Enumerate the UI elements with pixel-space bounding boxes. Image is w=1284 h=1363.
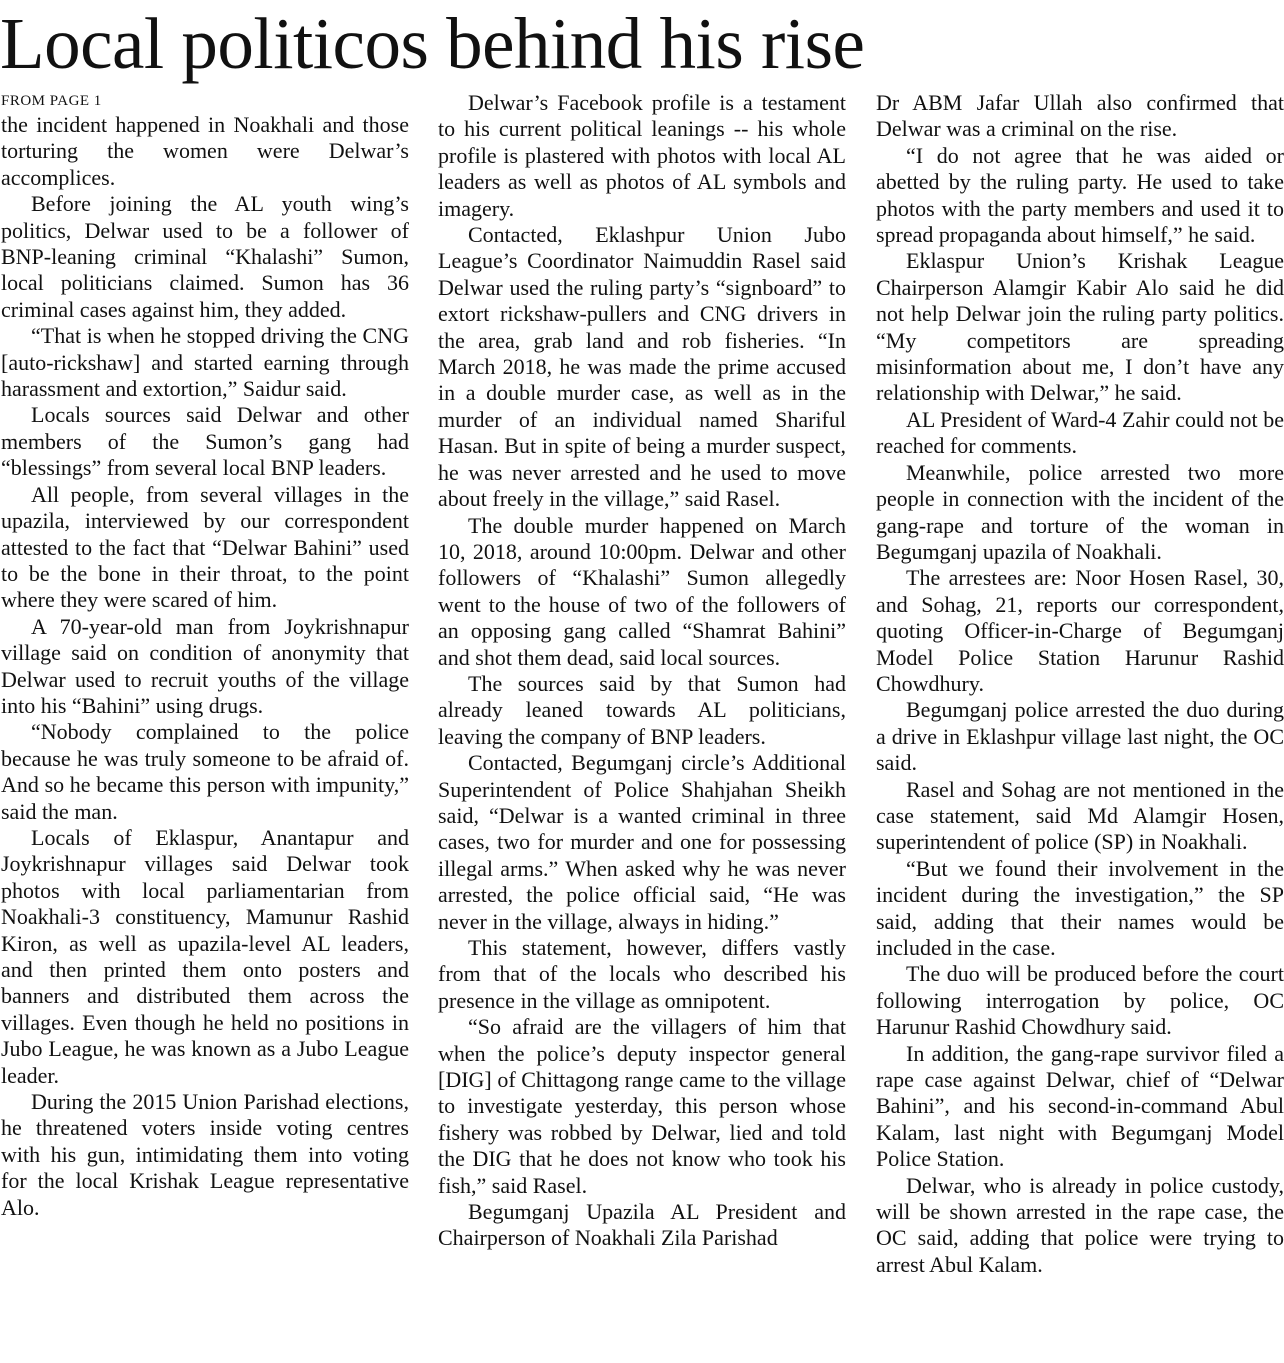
paragraph: In addition, the gang-rape survivor filed a rape case against Delwar, chief of “Delwar Bahini”, and his second-in-command Abul Kalam, last night with Begumganj Model Police Station. xyxy=(876,1040,1284,1172)
column-1 xyxy=(1,90,409,1221)
paragraph: AL President of Ward-4 Zahir could not be reached for comments. xyxy=(876,406,1284,459)
paragraph: Meanwhile, police arrested two more people in connection with the incident of the gang-rape and torture of the woman in Begumganj upazila of Noakhali. xyxy=(876,459,1284,564)
paragraph: Begumganj police arrested the duo during a drive in Eklashpur village last night, the OC said. xyxy=(876,697,1284,776)
paragraph: Rasel and Sohag are not mentioned in the case statement, said Md Alamgir Hosen, superintendent of police (SP) in Noakhali. xyxy=(876,776,1284,855)
paragraph: Contacted, Begumganj circle’s Additional Superintendent of Police Shahjahan Sheikh said, “Delwar is a wanted criminal in three cases, two for murder and one for possessing illegal arms.” When asked why he was never arrested, the police official said, “He was never in the village, always in hiding.” xyxy=(438,750,846,934)
paragraph: During the 2015 Union Parishad elections, he threatened voters inside voting centres with his gun, intimidating them into voting for the local Krishak League representative Alo. xyxy=(1,1089,409,1220)
paragraph: “But we found their involvement in the incident during the investigation,” the SP said, adding that their names would be included in the case. xyxy=(876,855,1284,960)
kicker: FROM PAGE 1 xyxy=(1,93,102,109)
column-2 xyxy=(438,90,846,1252)
paragraph: The double murder happened on March 10, 2018, around 10:00pm. Delwar and other followers of “Khalashi” Sumon allegedly went to the house of two of the followers of an opposing gang called “Shamrat Bahini” and shot them dead, said local sources. xyxy=(438,512,846,670)
paragraph: Begumganj Upazila AL President and Chairperson of Noakhali Zila Parishad xyxy=(438,1199,846,1251)
paragraph: The arrestees are: Noor Hosen Rasel, 30, and Sohag, 21, reports our correspondent, quoting Officer-in-Charge of Begumganj Model Police Station Harunur Rashid Chowdhury. xyxy=(876,565,1284,696)
paragraph: Delwar’s Facebook profile is a testament to his current political leanings -- his whole profile is plastered with photos with local AL leaders as well as photos of AL symbols and imagery. xyxy=(438,90,846,221)
column-3 xyxy=(876,90,1284,1278)
paragraph: Locals sources said Delwar and other members of the Sumon’s gang had “blessings” from several local BNP leaders. xyxy=(1,402,409,481)
paragraph: the incident happened in Noakhali and those torturing the women were Delwar’s accomplices. xyxy=(1,112,409,190)
paragraph: The sources said by that Sumon had already leaned towards AL politicians, leaving the company of BNP leaders. xyxy=(438,670,846,749)
paragraph: Delwar, who is already in police custody, will be shown arrested in the rape case, the OC said, adding that police were trying to arrest Abul Kalam. xyxy=(876,1172,1284,1277)
paragraph: “I do not agree that he was aided or abetted by the ruling party. He used to take photos with the party members and used it to spread propaganda about himself,” he said. xyxy=(876,142,1284,248)
paragraph: Locals of Eklaspur, Anantapur and Joykrishnapur villages said Delwar took photos with local parliamentarian from Noakhali-3 constituency, Mamunur Rashid Kiron, as well as upazila-level AL leaders, and then printed them onto posters and banners and distributed them across the villages. Even though he held no positions in Jubo League, he was known as a Jubo League leader. xyxy=(1,824,409,1088)
paragraph: A 70-year-old man from Joykrishnapur village said on condition of anonymity that Delwar used to recruit youths of the village into his “Bahini” using drugs. xyxy=(1,613,409,718)
paragraph: Before joining the AL youth wing’s politics, Delwar used to be a follower of BNP-leaning criminal “Khalashi” Sumon, local politicians claimed. Sumon has 36 criminal cases against him, they added. xyxy=(1,191,409,322)
paragraph: “That is when he stopped driving the CNG [auto-rickshaw] and started earning through harassment and extortion,” Saidur said. xyxy=(1,323,409,402)
paragraph: Dr ABM Jafar Ullah also confirmed that Delwar was a criminal on the rise. xyxy=(876,90,1284,142)
paragraph: “So afraid are the villagers of him that when the police’s deputy inspector general [DIG] of Chittagong range came to the village to investigate yesterday, this person whose fishery was robbed by Delwar, lied and told the DIG that he does not know who took his fish,” said Rasel. xyxy=(438,1014,846,1198)
paragraph: Eklaspur Union’s Krishak League Chairperson Alamgir Kabir Alo said he did not help Delwar join the ruling party politics. “My competitors are spreading misinformation about me, I don’t have any relationship with Delwar,” he said. xyxy=(876,248,1284,406)
paragraph: All people, from several villages in the upazila, interviewed by our correspondent attested to the fact that “Delwar Bahini” used to be the bone in their throat, to the point where they were scared of him. xyxy=(1,481,409,613)
headline: Local politicos behind his rise xyxy=(0,3,865,84)
paragraph: “Nobody complained to the police because he was truly someone to be afraid of. And so he became this person with impunity,” said the man. xyxy=(1,719,409,824)
paragraph: This statement, however, differs vastly from that of the locals who described his presence in the village as omnipotent. xyxy=(438,935,846,1013)
paragraph: The duo will be produced before the court following interrogation by police, OC Harunur Rashid Chowdhury said. xyxy=(876,961,1284,1040)
paragraph: Contacted, Eklashpur Union Jubo League’s Coordinator Naimuddin Rasel said Delwar used the ruling party’s “signboard” to extort rickshaw-pullers and CNG drivers in the area, grab land and rob fisheries. “In March 2018, he was made the prime accused in a double murder case, as well as in the murder of an individual named Shariful Hasan. But in spite of being a murder suspect, he was never arrested and he used to move about freely in the village,” said Rasel. xyxy=(438,222,846,512)
